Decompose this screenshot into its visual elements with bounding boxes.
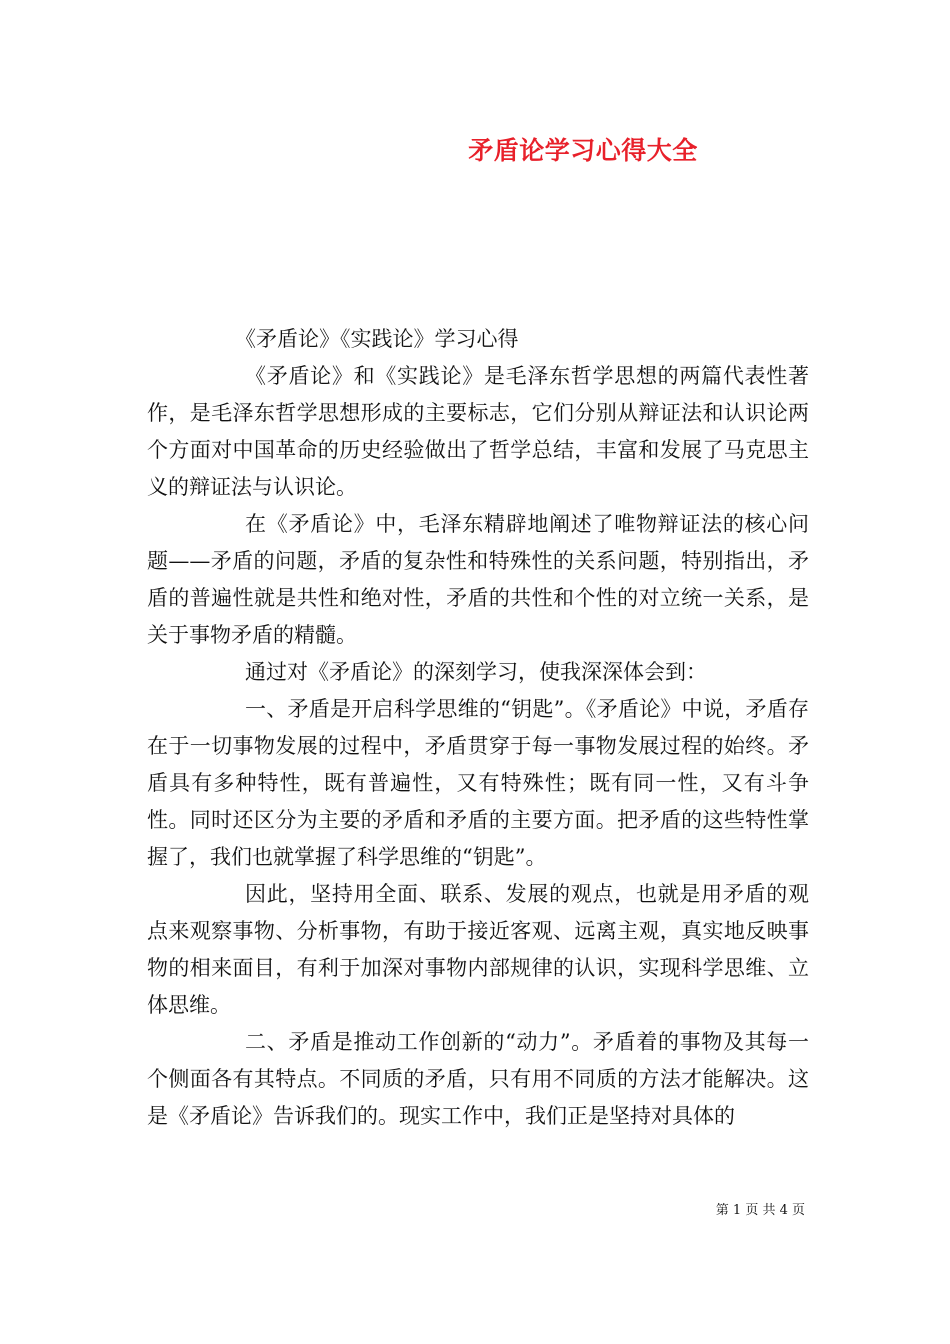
paragraph: 一、矛盾是开启科学思维的“钥匙”。《矛盾论》中说，矛盾存在于一切事物发展的过程中，矛盾贯穿于每一事物发展过程的始终。矛盾具有多种特性，既有普遍性，又有特殊性；既有同一性，又有斗争性。同时还区分为主要的矛盾和矛盾的主要方面。把矛盾的这些特性掌握了，我们也就掌握了科学思维的“钥匙”。	[147, 697, 809, 869]
paragraph: 在《矛盾论》中，毛泽东精辟地阐述了唯物辩证法的核心问题——矛盾的问题，矛盾的复杂性和特殊性的关系问题，特别指出，矛盾的普遍性就是共性和绝对性，矛盾的共性和个性的对立统一关系，是关于事物矛盾的精髓。	[147, 512, 809, 647]
section-subtitle: 《矛盾论》《实践论》学习心得	[235, 327, 519, 351]
document-body	[147, 321, 809, 1135]
paragraph: 因此，坚持用全面、联系、发展的观点，也就是用矛盾的观点来观察事物、分析事物，有助于接近客观、远离主观，真实地反映事物的相来面目，有利于加深对事物内部规律的认识，实现科学思维、立体思维。	[147, 882, 809, 1017]
page-number: 第 1 页 共 4 页	[715, 1203, 805, 1218]
paragraph: 二、矛盾是推动工作创新的“动力”。矛盾着的事物及其每一个侧面各有其特点。不同质的矛盾，只有用不同质的方法才能解决。这是《矛盾论》告诉我们的。现实工作中，我们正是坚持对具体的	[147, 1030, 809, 1128]
paragraph: 《矛盾论》和《实践论》是毛泽东哲学思想的两篇代表性著作，是毛泽东哲学思想形成的主要标志，它们分别从辩证法和认识论两个方面对中国革命的历史经验做出了哲学总结，丰富和发展了马克思主义的辩证法与认识论。	[147, 364, 809, 499]
document-title: 矛盾论学习心得大全	[468, 136, 698, 165]
paragraph: 通过对《矛盾论》的深刻学习，使我深深体会到：	[245, 660, 707, 684]
